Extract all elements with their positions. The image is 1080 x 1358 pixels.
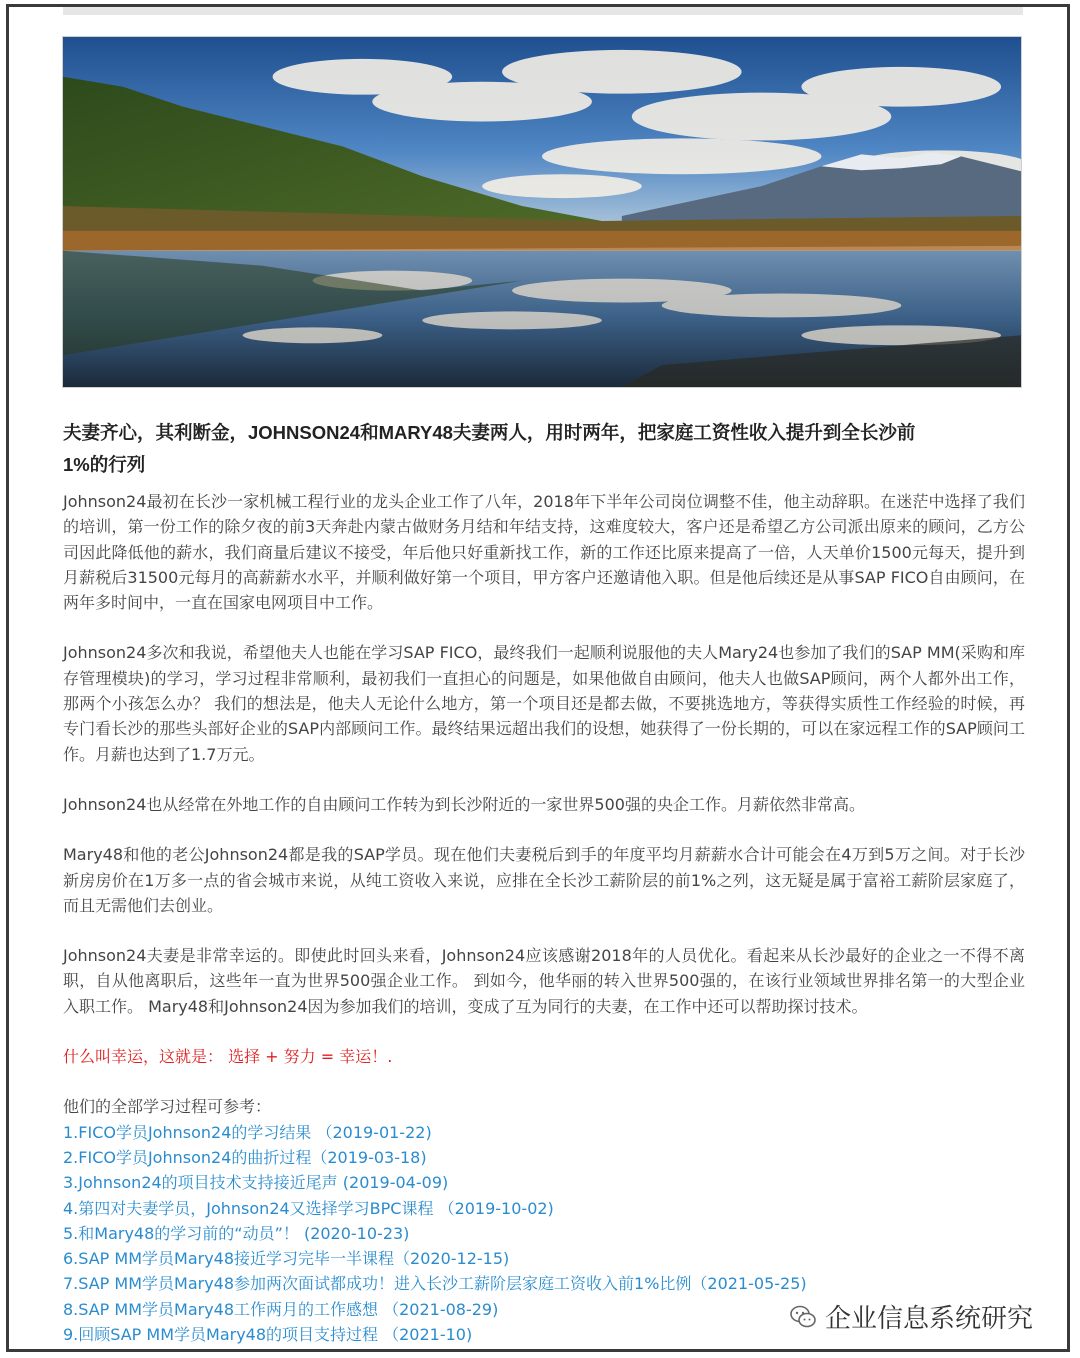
paragraph-4: Mary48和他的老公Johnson24都是我的SAP学员。现在他们夫妻税后到手的年度平均月薪薪水合计可能会在4万到5万之间。对于长沙新房房价在1万多一点的省会城市来说，从纯工资收入来说，应排在全长沙工薪阶层的前1%之列，这无疑是属于富裕工薪阶层家庭了，而且无需他们去创业。 [63,845,1025,915]
landscape-lake-reflection-image [63,37,1021,387]
article-body [63,417,1025,1347]
reference-link-9[interactable]: 9.回顾SAP MM学员Mary48的项目支持过程 （2021-10) [63,1325,473,1345]
reference-link-8[interactable]: 8.SAP MM学员Mary48工作两月的工作感想 （2021-08-29) [63,1299,499,1319]
reference-link-2[interactable]: 2.FICO学员Johnson24的曲折过程（2019-03-18) [63,1147,427,1167]
paragraph-3: Johnson24也从经常在外地工作的自由顾问工作转为到长沙附近的一家世界500强的央企工作。月薪依然非常高。 [63,794,865,814]
paragraph-1: Johnson24最初在长沙一家机械工程行业的龙头企业工作了八年，2018年下半年公司岗位调整不佳，他主动辞职。在迷茫中选择了我们的培训，第一份工作的除夕夜的前3天奔赴内蒙古做财务月结和年结支持，这难度较大，客户还是希望乙方公司派出原来的顾问，乙方公司因此降低他的薪水，我们商量后建议不接受，年后他只好重新找工作，新的工作还比原来提高了一倍，人天单价1500元每天，提升到月薪税后31500元每月的高薪薪水水平，并顺利做好第一个项目，甲方客户还邀请他入职。但是他后续还是从事SAP FICO自由顾问，在两年多时间中，一直在国家电网项目中工作。 [63,492,1025,613]
watermark-text: 企业信息系统研究 [824,1304,1033,1334]
reference-heading: 他们的全部学习过程可参考： [63,1097,272,1117]
headline-line-1: 夫妻齐心，其利断金，JOHNSON24和MARY48夫妻两人，用时两年，把家庭工资性收入提升到全长沙前 [63,422,916,443]
hero-image [62,36,1022,388]
reference-link-1[interactable]: 1.FICO学员Johnson24的学习结果 （2019-01-22) [63,1122,432,1142]
page-frame [6,4,1070,1352]
account-watermark [785,1296,1037,1337]
headline-line-2: 1%的行列 [63,454,146,475]
article-headline [63,417,1025,481]
paragraph-2: Johnson24多次和我说，希望他夫人也能在学习SAP FICO，最终我们一起顺利说服他的夫人Mary24也参加了我们的SAP MM(采购和库存管理模块)的学习，学习过程非常顺利，最初我们一直担心的问题是，如果他做自由顾问，他夫人也做SAP顾问，两个人都外出工作，那两个小孩怎么办？ 我们的想法是，他夫人无论什么地方，第一个项目还是都去做，不要挑选地方，等获得实质性工作经验的时候，再专门看长沙的那些头部好企业的SAP内部顾问工作。最终结果远超出我们的设想，她获得了一份长期的，可以在家远程工作的SAP顾问工作。月薪也达到了1.7万元。 [63,643,1025,764]
lucky-highlight: 什么叫幸运，这就是： 选择 + 努力 = 幸运！. [63,1047,393,1067]
reference-link-6[interactable]: 6.SAP MM学员Mary48接近学习完毕一半课程（2020-12-15) [63,1249,510,1269]
paragraph-5: Johnson24夫妻是非常幸运的。即使此时回头来看，Johnson24应该感谢2018年的人员优化。看起来从长沙最好的企业之一不得不离职，自从他离职后，这些年一直为世界500强企业工作。 到如今，他华丽的转入世界500强的，在该行业领域世界排名第一的大型企业入职工作。 Mary48和Johnson24因为参加我们的培训，变成了互为同行的夫妻，在工作中还可以帮助探讨技术。 [63,946,1025,1016]
reference-link-5[interactable]: 5.和Mary48的学习前的“动员”！ (2020-10-23) [63,1223,410,1243]
wechat-icon [789,1303,817,1331]
reference-link-4[interactable]: 4.第四对夫妻学员，Johnson24又选择学习BPC课程 （2019-10-02) [63,1198,554,1218]
reference-link-7[interactable]: 7.SAP MM学员Mary48参加两次面试都成功！进入长沙工薪阶层家庭工资收入前1%比例（2021-05-25) [63,1274,807,1294]
reference-link-3[interactable]: 3.Johnson24的项目技术支持接近尾声 (2019-04-09) [63,1173,449,1193]
top-divider [63,7,1023,15]
